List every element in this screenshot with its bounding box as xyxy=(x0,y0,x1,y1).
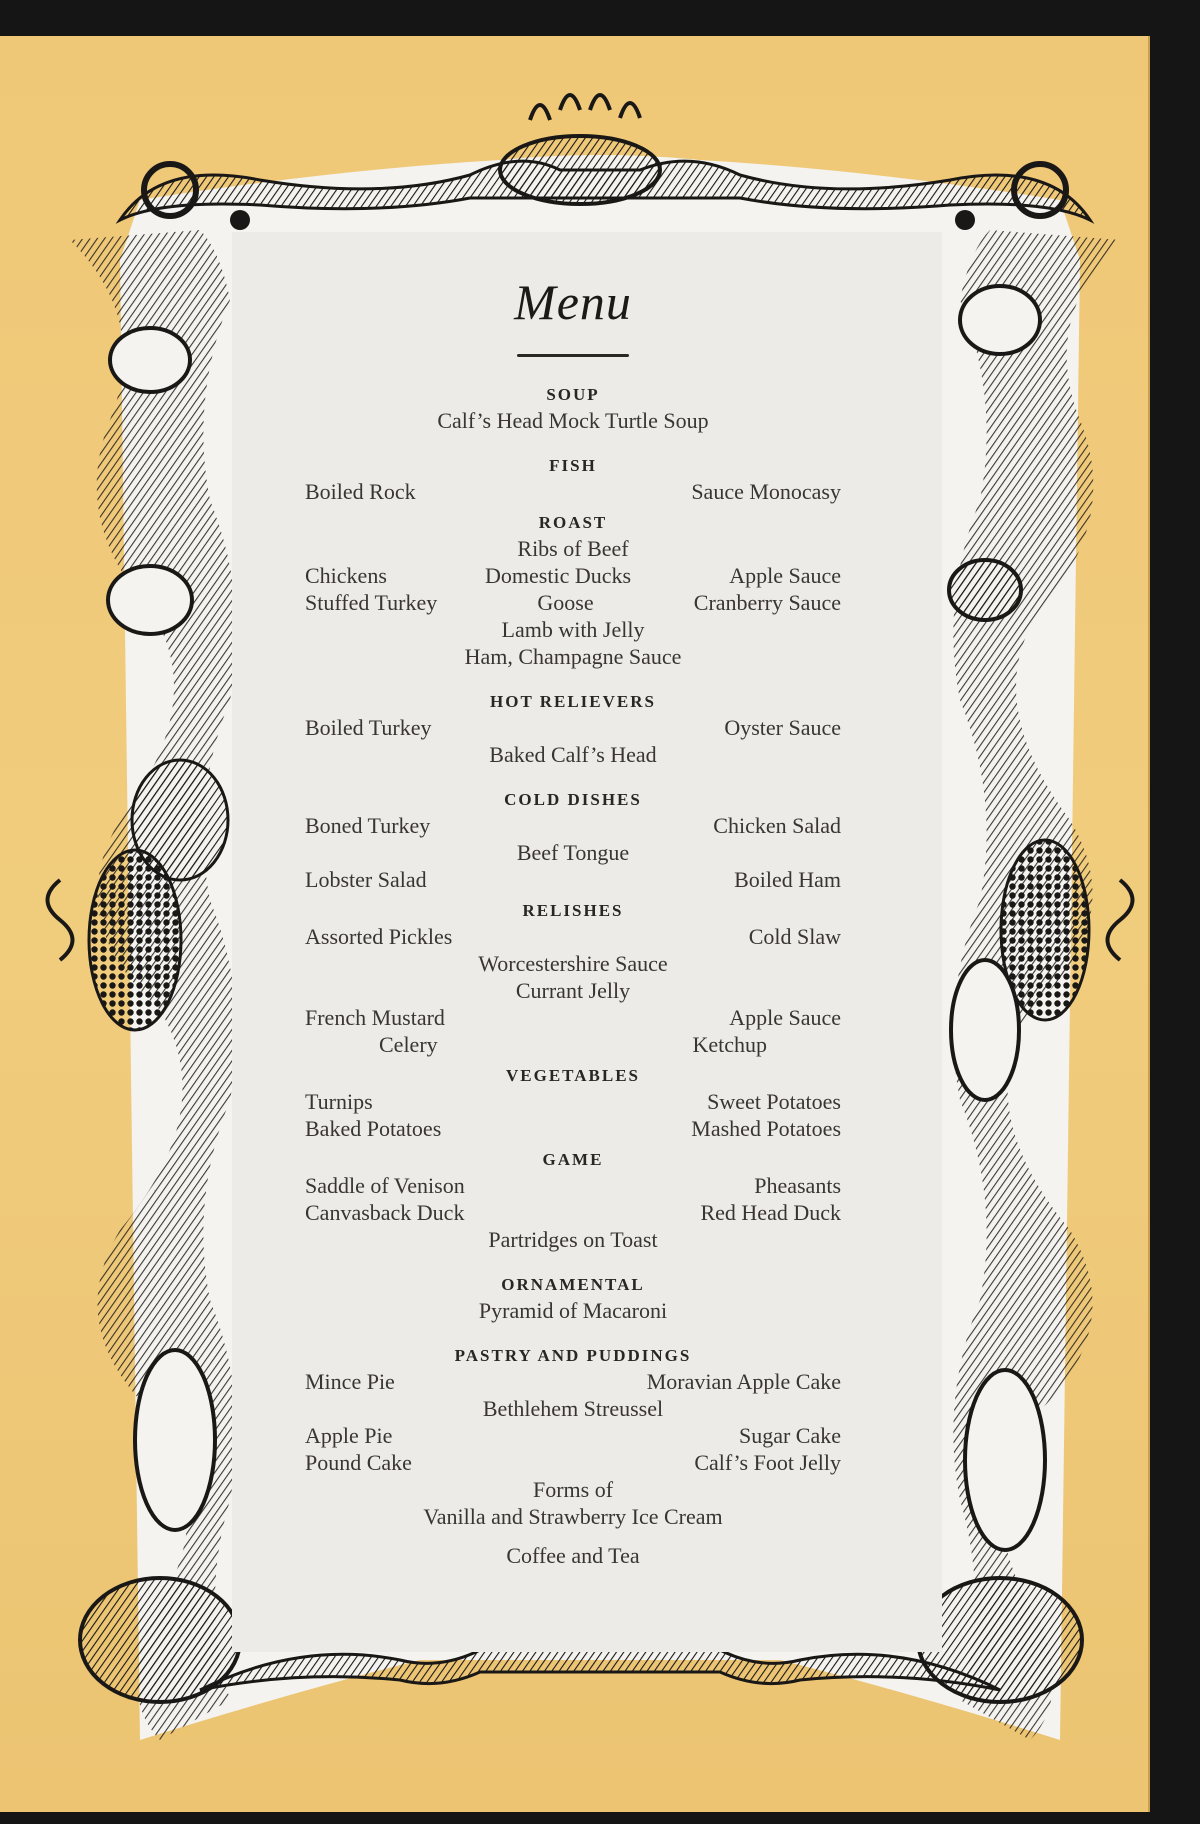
menu-item: French Mustard xyxy=(305,1005,445,1030)
menu-item: Cranberry Sauce xyxy=(693,590,841,615)
section-heading-fish: FISH xyxy=(549,456,597,475)
roast-row xyxy=(305,589,841,616)
section-heading-cold-dishes: COLD DISHES xyxy=(504,790,642,809)
menu-item: Moravian Apple Cake xyxy=(646,1369,841,1394)
menu-item: Cold Slaw xyxy=(748,924,841,949)
menu-item: Beef Tongue xyxy=(516,840,630,865)
menu-item: Ketchup xyxy=(692,1032,767,1057)
section-heading-roast: ROAST xyxy=(538,513,608,532)
menu-item: Boned Turkey xyxy=(305,813,431,838)
vegetables-row xyxy=(305,1115,841,1142)
menu-item: Pound Cake xyxy=(305,1450,412,1475)
menu-item: Sweet Potatoes xyxy=(707,1089,841,1114)
pastry-row xyxy=(305,1422,841,1449)
menu-item: Boiled Turkey xyxy=(305,715,432,740)
menu-item: Chickens xyxy=(305,563,387,588)
section-heading-soup: SOUP xyxy=(546,385,600,404)
closing-line: Coffee and Tea xyxy=(506,1543,640,1568)
menu-item: Currant Jelly xyxy=(515,978,631,1003)
menu-item: Mince Pie xyxy=(305,1369,395,1394)
menu-item: Pheasants xyxy=(754,1173,841,1198)
menu-item: Boiled Ham xyxy=(734,867,841,892)
menu-item: Mashed Potatoes xyxy=(691,1116,841,1141)
cold-dishes-row xyxy=(305,866,841,893)
section-heading-ornamental: ORNAMENTAL xyxy=(501,1275,645,1294)
relishes-row xyxy=(305,923,841,950)
menu-item: Baked Calf’s Head xyxy=(489,742,657,767)
section-heading-pastry: PASTRY AND PUDDINGS xyxy=(454,1346,692,1365)
pastry-row xyxy=(305,1449,841,1476)
section-heading-vegetables: VEGETABLES xyxy=(505,1066,640,1085)
menu-item: Vanilla and Strawberry Ice Cream xyxy=(423,1504,723,1529)
menu-item: Chicken Salad xyxy=(713,813,841,838)
menu-item: Ham, Champagne Sauce xyxy=(464,644,682,669)
section-heading-hot-relievers: HOT RELIEVERS xyxy=(490,692,656,711)
menu-item: Pyramid of Macaroni xyxy=(478,1298,668,1323)
title-rule xyxy=(517,354,629,357)
game-row xyxy=(305,1172,841,1199)
menu-title: Menu xyxy=(514,274,632,330)
menu-item: Sugar Cake xyxy=(738,1423,841,1448)
menu-item: Lobster Salad xyxy=(305,867,427,892)
menu-item: Baked Potatoes xyxy=(305,1116,442,1141)
menu-item: Red Head Duck xyxy=(700,1200,841,1225)
menu-item: Celery xyxy=(379,1032,438,1057)
menu-item: Worcestershire Sauce xyxy=(478,951,668,976)
menu-item: Apple Sauce xyxy=(729,1005,841,1030)
menu-item: Domestic Ducks xyxy=(485,563,632,588)
menu-item: Ribs of Beef xyxy=(517,536,629,561)
menu-content xyxy=(305,270,841,1569)
section-heading-relishes: RELISHES xyxy=(522,901,624,920)
menu-item: Sauce Monocasy xyxy=(691,479,841,504)
menu-item: Apple Pie xyxy=(305,1423,393,1448)
fish-row xyxy=(305,478,841,505)
menu-item: Boiled Rock xyxy=(305,479,416,504)
menu-item: Turnips xyxy=(305,1089,373,1114)
menu-item: Lamb with Jelly xyxy=(501,617,645,642)
section-heading-game: GAME xyxy=(542,1150,604,1169)
menu-item: Forms of xyxy=(532,1477,614,1502)
menu-item: Bethlehem Streussel xyxy=(482,1396,664,1421)
menu-item: Stuffed Turkey xyxy=(305,590,438,615)
roast-row xyxy=(305,562,841,589)
soup-item: Calf’s Head Mock Turtle Soup xyxy=(437,408,709,433)
menu-item: Assorted Pickles xyxy=(305,924,453,949)
menu-item: Saddle of Venison xyxy=(305,1173,465,1198)
cold-dishes-row xyxy=(305,812,841,839)
menu-item: Oyster Sauce xyxy=(724,715,841,740)
vegetables-row xyxy=(305,1088,841,1115)
menu-item: Calf’s Foot Jelly xyxy=(694,1450,841,1475)
hot-relievers-row xyxy=(305,714,841,741)
game-row xyxy=(305,1199,841,1226)
pastry-row xyxy=(305,1368,841,1395)
relishes-row xyxy=(305,1031,841,1058)
menu-item: Canvasback Duck xyxy=(305,1200,465,1225)
boars-head-illustration xyxy=(500,95,660,204)
menu-item: Partridges on Toast xyxy=(488,1227,658,1252)
relishes-row xyxy=(305,1004,841,1031)
menu-item: Goose xyxy=(537,590,594,615)
menu-item: Apple Sauce xyxy=(729,563,841,588)
